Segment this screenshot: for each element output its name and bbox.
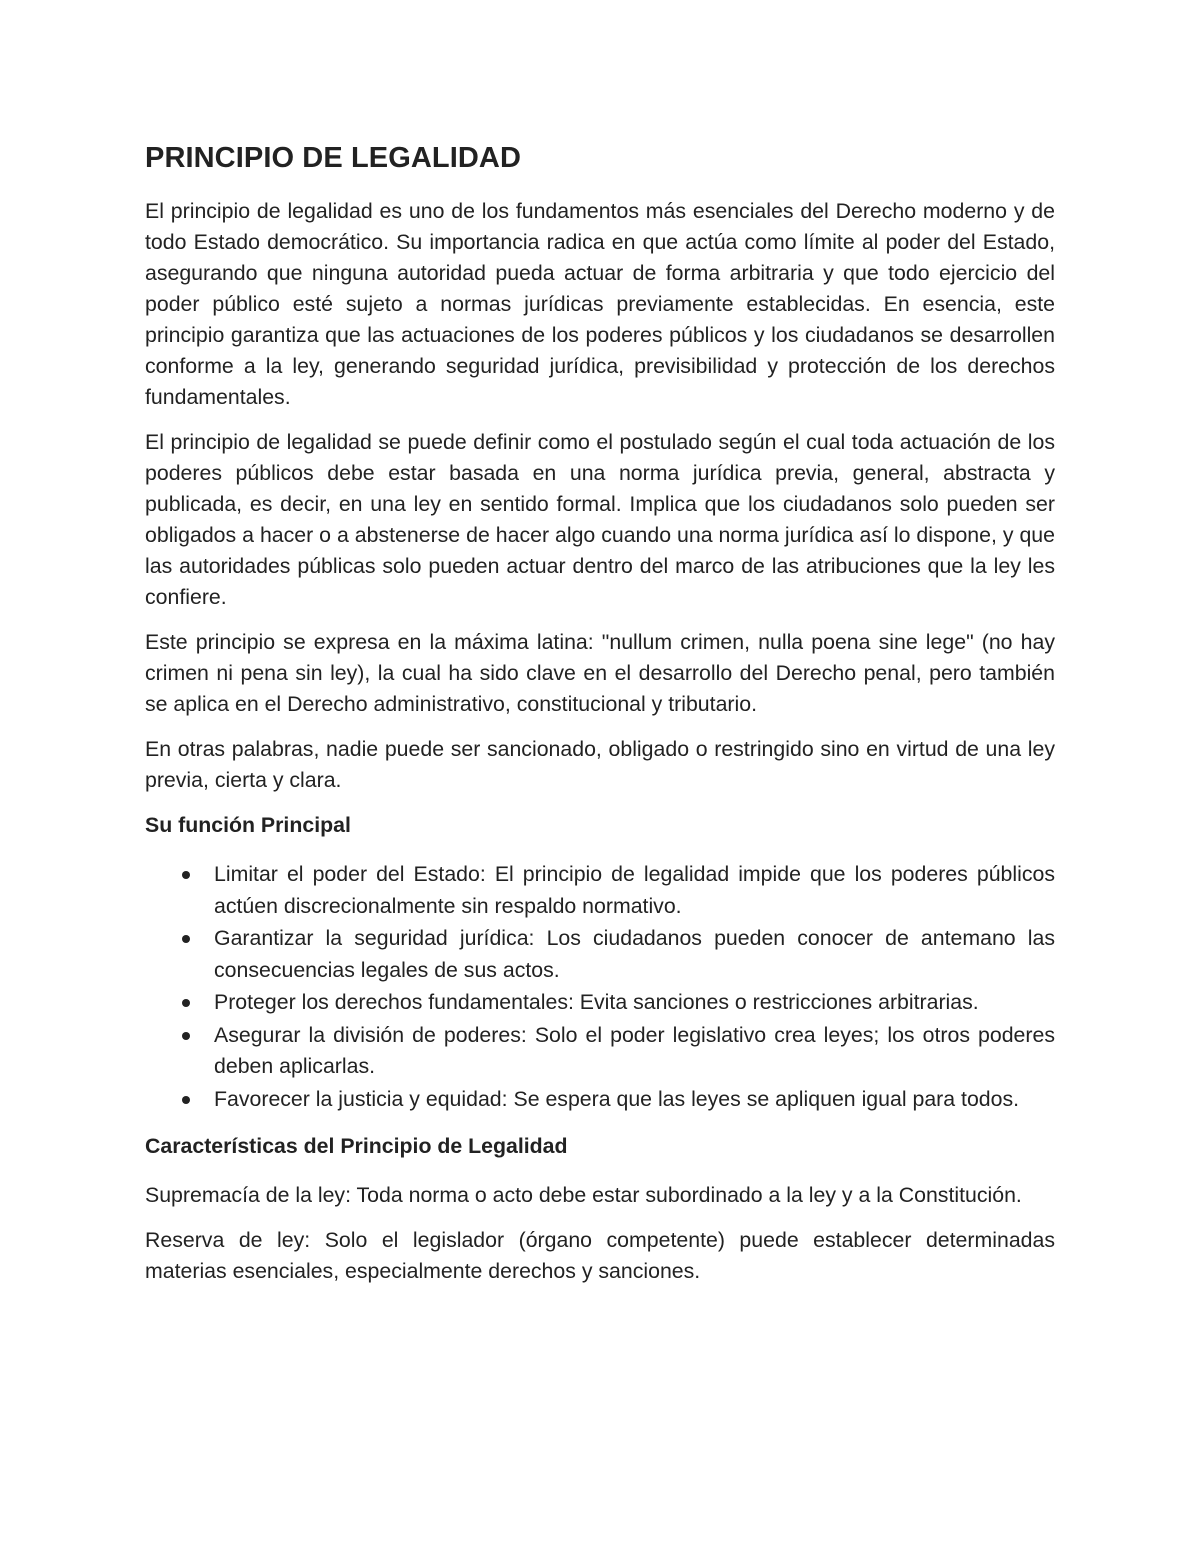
list-item (214, 859, 1055, 922)
list-item-text: Asegurar la división de poderes: Solo el poder legislativo crea leyes; los otros poderes deben aplicarlas. (214, 1022, 1055, 1078)
intro-paragraph-2: El principio de legalidad se puede definir como el postulado según el cual toda actuación de los poderes públicos debe estar basada en una norma jurídica previa, general, abstracta y publicada, es decir, en una ley en sentido formal. Implica que los ciudadanos solo pueden ser obligados a hacer o a abstenerse de hacer algo cuando una norma jurídica así lo dispone, y que las autoridades públicas solo pueden actuar dentro del marco de las atribuciones que la ley les confiere. (145, 430, 1055, 609)
characteristics-paragraph-2: Reserva de ley: Solo el legislador (órgano competente) puede establecer determinadas materias esenciales, especialmente derechos y sanciones. (145, 1228, 1055, 1283)
characteristics-heading: Características del Principio de Legalidad (145, 1134, 568, 1158)
bullet-icon (182, 1096, 190, 1104)
bullet-icon (182, 999, 190, 1007)
list-item-text: Proteger los derechos fundamentales: Evita sanciones o restricciones arbitrarias. (214, 990, 979, 1014)
intro-paragraph-4: En otras palabras, nadie puede ser sancionado, obligado o restringido sino en virtud de una ley previa, cierta y clara. (145, 737, 1055, 792)
list-item (214, 987, 1055, 1019)
list-item (214, 923, 1055, 986)
intro-paragraph-3: Este principio se expresa en la máxima latina: "nullum crimen, nulla poena sine lege" (no hay crimen ni pena sin ley), la cual ha sido clave en el desarrollo del Derecho penal, pero también se aplica en el Derecho administrativo, constitucional y tributario. (145, 630, 1055, 716)
list-item-text: Limitar el poder del Estado: El principio de legalidad impide que los poderes públicos actúen discrecionalmente sin respaldo normativo. (214, 862, 1055, 918)
list-item (214, 1084, 1055, 1116)
intro-paragraph-1: El principio de legalidad es uno de los fundamentos más esenciales del Derecho moderno y de todo Estado democrático. Su importancia radica en que actúa como límite al poder del Estado, asegurando que ninguna autoridad pueda actuar de forma arbitraria y que todo ejercicio del poder público esté sujeto a normas jurídicas previamente establecidas. En esencia, este principio garantiza que las actuaciones de los poderes públicos y los ciudadanos se desarrollen conforme a la ley, generando seguridad jurídica, previsibilidad y protección de los derechos fundamentales. (145, 199, 1055, 409)
bullet-icon (182, 871, 190, 879)
bullet-icon (182, 935, 190, 943)
list-item-text: Favorecer la justicia y equidad: Se espera que las leyes se apliquen igual para todos. (214, 1086, 1020, 1111)
document-title: PRINCIPIO DE LEGALIDAD (145, 142, 521, 174)
characteristics-paragraph-1: Supremacía de la ley: Toda norma o acto debe estar subordinado a la ley y a la Constitución. (145, 1183, 1022, 1207)
function-heading: Su función Principal (145, 813, 351, 837)
list-item (214, 1020, 1055, 1083)
document-page (145, 138, 1055, 1301)
bullet-icon (182, 1032, 190, 1040)
list-item-text: Garantizar la seguridad jurídica: Los ciudadanos pueden conocer de antemano las consecuencias legales de sus actos. (214, 926, 1055, 982)
function-list (145, 859, 1055, 1115)
